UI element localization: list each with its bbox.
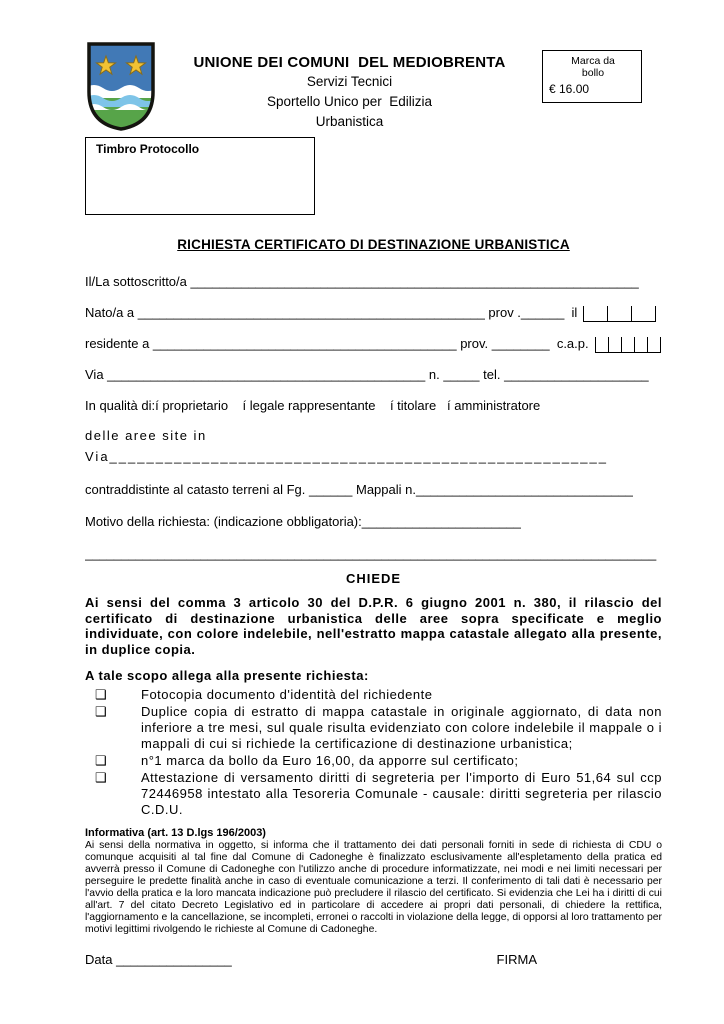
- attachment-text: Fotocopia documento d'identità del richiedente: [141, 687, 433, 702]
- attachment-item: [85, 770, 662, 818]
- checkbox-icon: ❑: [95, 753, 107, 768]
- privacy-body: Ai sensi della normativa in oggetto, si informa che il trattamento dei dati personali forniti in sede di richiesta di CDU o comunque acquisiti al tal fine dal Comune di Cadoneghe è finalizzato esclusivamente all'espletamento della pratica ed avverrà presso il Comune di Cadoneghe con l'utilizzo anche di procedure informatizzate, nei modi e nei limiti necessari per perseguire le predette finalità anche in caso di eventuale comunicazione a terzi. Il conferimento di tali dati è necessario per l'avvio della pratica e la loro mancata indicazione può precludere il rilascio del certificato. Si evidenzia che Lei ha i diritti di cui all'art. 7 del citato Decreto Legislativo ed in particolare di accedere ai propri dati personali, di chiedere la rettifica, l'aggiornamento e la cancellazione, se incompleti, erronei o raccolti in violazione della legge, di opporsi al loro trattamento per motivi legittimi rivolgendo le richieste al Comune di Cadoneghe.: [85, 840, 662, 935]
- attachment-text: n°1 marca da bollo da Euro 16,00, da apporre sul certificato;: [141, 753, 519, 768]
- field-motivo: Motivo della richiesta: (indicazione obbligatoria):______________________: [85, 514, 521, 529]
- cap-cell: [621, 337, 634, 353]
- form-body: [85, 273, 662, 967]
- cap-cells: [595, 337, 661, 353]
- attachment-item: [85, 704, 662, 752]
- field-nato-a-text: Nato/a a ________________________________________________ prov .______ il: [85, 305, 578, 320]
- field-qualita: In qualità di:í proprietario í legale rappresentante í titolare í amministratore: [85, 398, 541, 413]
- blank-fill-line: _______________________________________________________________________________: [85, 546, 657, 561]
- date-label: Data ________________: [85, 952, 232, 967]
- attachment-text: Attestazione di versamento diritti di segreteria per l'importo di Euro 51,64 sul ccp 72446958 intestato alla Tesoreria Comunale - causale: diritti segreteria per rilascio C.D.U.: [141, 770, 662, 817]
- coat-of-arms-icon: [85, 40, 157, 132]
- checkbox-icon: ❑: [95, 687, 107, 702]
- checkbox-icon: ❑: [95, 770, 107, 785]
- field-residente: [85, 335, 662, 353]
- dept-line-3: Urbanistica: [315, 114, 384, 129]
- checkbox-icon: ❑: [95, 704, 107, 719]
- privacy-heading: Informativa (art. 13 D.lgs 196/2003): [85, 827, 266, 839]
- date-cell: [583, 306, 607, 322]
- date-cell: [607, 306, 631, 322]
- cap-cell: [647, 337, 660, 353]
- chiede-heading: CHIEDE: [345, 571, 402, 586]
- field-catasto: contraddistinte al catasto terreni al Fg. ______ Mappali n.______________________________: [85, 482, 633, 497]
- header-titles: [157, 40, 542, 131]
- date-cell: [631, 306, 655, 322]
- cap-cell: [634, 337, 647, 353]
- protocol-stamp-box: [85, 137, 315, 215]
- birth-date-cells: [583, 306, 656, 322]
- dept-line-2: Sportello Unico per Edilizia: [266, 94, 433, 109]
- protocol-box-label: Timbro Protocollo: [96, 142, 200, 156]
- area-line-1: delle aree site in: [85, 428, 207, 443]
- area-site-block: [85, 425, 662, 467]
- cap-cell: [595, 337, 608, 353]
- stamp-label-line1: Marca da: [571, 55, 615, 67]
- field-sottoscritto: Il/La sottoscritto/a ______________________________________________________________: [85, 274, 639, 289]
- attachment-item: [85, 753, 662, 769]
- stamp-amount: € 16.00: [549, 82, 590, 96]
- field-via-tel: Via ____________________________________________ n. _____ tel. ____________________: [85, 367, 649, 382]
- attachment-item: [85, 687, 662, 703]
- document-header: [85, 40, 662, 132]
- area-line-2: Via______________________________________________________: [85, 449, 608, 464]
- signature-label: FIRMA: [496, 952, 537, 967]
- field-nato-a: [85, 304, 662, 322]
- attachment-text: Duplice copia di estratto di mappa catastale in originale aggiornato, di data non inferiore a tre mesi, sul quale risulta evidenziato con colore indelebile il mappale o i mappali di cui si richiede la certificazione di destinazione urbanistica;: [141, 704, 662, 751]
- dept-line-1: Servizi Tecnici: [306, 74, 393, 89]
- org-name: UNIONE DEI COMUNI DEL MEDIOBRENTA: [193, 54, 506, 71]
- field-residente-text: residente a __________________________________________ prov. ________ c.a.p.: [85, 336, 589, 351]
- attachments-list: [85, 687, 662, 818]
- revenue-stamp-box: [542, 50, 642, 103]
- document-footer: [85, 952, 662, 967]
- stamp-label-line2: bollo: [581, 67, 605, 79]
- request-body: Ai sensi del comma 3 articolo 30 del D.P.R. 6 giugno 2001 n. 380, il rilascio del certificato di destinazione urbanistica delle aree sopra specificate e meglio individuate, con colore indelebile, nell'estratto mappa catastale allegato alla presente, in duplice copia.: [85, 595, 662, 657]
- cap-cell: [608, 337, 621, 353]
- document-title: RICHIESTA CERTIFICATO DI DESTINAZIONE URBANISTICA: [177, 237, 570, 252]
- attachments-intro: A tale scopo allega alla presente richiesta:: [85, 668, 369, 683]
